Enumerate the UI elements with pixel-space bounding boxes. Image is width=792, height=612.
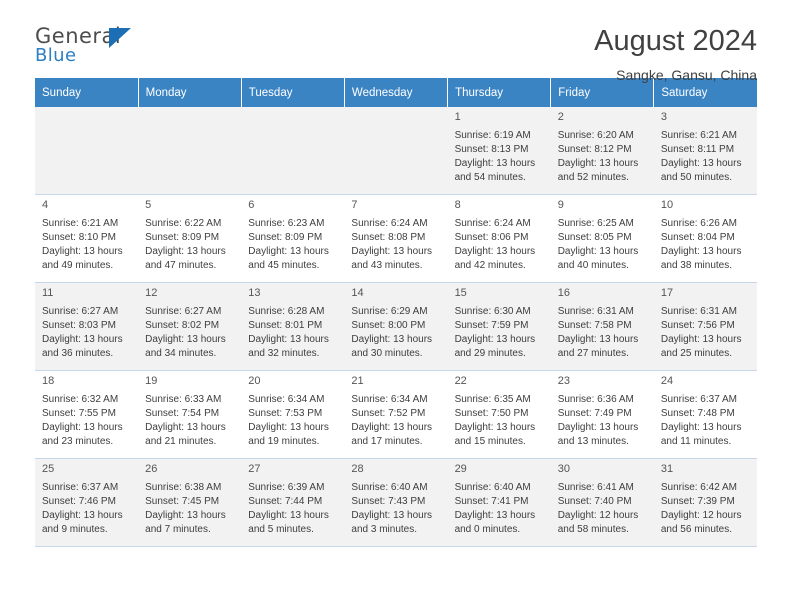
calendar-day-cell[interactable] [551,107,654,195]
weekday-header-wednesday: Wednesday [344,78,447,107]
day-detail-line: Sunset: 7:45 PM [145,495,220,507]
day-detail-line: Sunset: 8:11 PM [660,143,735,155]
day-detail-line: Sunrise: 6:29 AM [351,305,428,317]
day-number: 29 [454,463,467,475]
page-title: August 2024 [594,25,757,57]
day-number: 12 [145,287,158,299]
day-detail-line: and 30 minutes. [351,348,423,360]
day-number: 24 [660,375,674,387]
day-detail-line: Sunset: 7:59 PM [454,319,529,331]
day-detail-line: and 40 minutes. [557,260,629,272]
day-number: 28 [351,463,364,475]
calendar-week-row [35,283,757,371]
calendar-day-cell[interactable] [241,371,344,459]
day-detail-line: Daylight: 13 hours [454,245,536,257]
day-detail-line: and 0 minutes. [454,524,521,536]
calendar-day-cell[interactable] [241,459,344,547]
day-detail-line: Sunrise: 6:30 AM [454,305,531,317]
day-detail-line: and 7 minutes. [145,524,211,536]
day-number: 15 [454,287,467,299]
day-detail-line: Daylight: 13 hours [248,333,329,345]
day-detail-line: Sunrise: 6:21 AM [660,129,737,141]
day-detail-line: Sunset: 7:43 PM [351,495,426,507]
day-detail-line: Sunset: 8:09 PM [248,231,323,243]
day-detail-line: Sunset: 7:58 PM [557,319,632,331]
day-detail-line: Sunrise: 6:32 AM [42,393,119,405]
day-detail-line: Sunrise: 6:26 AM [660,217,737,229]
day-number: 6 [248,199,255,211]
calendar-day-cell[interactable] [138,459,241,547]
calendar-day-cell[interactable] [448,283,551,371]
day-detail-line: Sunrise: 6:37 AM [42,481,119,493]
day-detail-line: Daylight: 13 hours [351,245,433,257]
calendar-day-cell[interactable] [35,195,138,283]
calendar-day-cell[interactable] [35,283,138,371]
day-detail-line: Sunset: 7:54 PM [145,407,220,419]
day-detail-line: Sunset: 7:56 PM [660,319,735,331]
calendar-week-row [35,371,757,459]
day-detail-line: Sunrise: 6:22 AM [145,217,222,229]
day-detail-line: and 52 minutes. [557,172,629,184]
day-number: 31 [660,463,674,475]
day-detail-line: Sunset: 7:55 PM [42,407,116,419]
day-detail-line: and 43 minutes. [351,260,423,272]
day-detail-line: Sunset: 7:40 PM [557,495,632,507]
day-detail-line: Sunrise: 6:42 AM [660,481,737,493]
day-detail-line: Sunset: 7:49 PM [557,407,632,419]
day-detail-line: Sunset: 7:53 PM [248,407,323,419]
day-detail-line: Sunset: 7:52 PM [351,407,426,419]
general-blue-logo [35,26,121,67]
calendar-empty-cell [241,107,344,195]
calendar-day-cell[interactable] [448,371,551,459]
weekday-header-saturday: Saturday [654,78,757,107]
day-detail-line: Sunrise: 6:40 AM [351,481,428,493]
weekday-header-thursday: Thursday [448,78,551,107]
day-detail-line: Sunset: 7:39 PM [660,495,735,507]
day-detail-line: and 36 minutes. [42,348,114,360]
day-detail-line: Sunset: 8:04 PM [660,231,735,243]
day-detail-line: Daylight: 13 hours [660,245,742,257]
day-detail-line: and 9 minutes. [42,524,108,536]
day-detail-line: Sunrise: 6:23 AM [248,217,325,229]
day-detail-line: Daylight: 13 hours [145,509,226,521]
day-detail-line: Sunrise: 6:24 AM [351,217,428,229]
day-detail-line: Sunrise: 6:41 AM [557,481,634,493]
day-detail-line: Daylight: 13 hours [42,245,123,257]
day-detail-line: Sunset: 8:08 PM [351,231,426,243]
day-detail-line: Daylight: 13 hours [660,421,742,433]
day-number: 5 [145,199,152,211]
day-detail-line: Daylight: 12 hours [660,509,742,521]
day-detail-line: Sunrise: 6:25 AM [557,217,634,229]
day-detail-line: and 3 minutes. [351,524,418,536]
day-number: 13 [248,287,261,299]
day-detail-line: and 27 minutes. [557,348,629,360]
day-detail-line: Sunrise: 6:20 AM [557,129,634,141]
calendar-day-cell[interactable] [138,371,241,459]
day-detail-line: Daylight: 13 hours [557,333,639,345]
day-detail-line: Daylight: 13 hours [660,333,742,345]
day-detail-line: Sunrise: 6:24 AM [454,217,531,229]
day-detail-line: Daylight: 12 hours [557,509,639,521]
day-detail-line: Sunset: 8:06 PM [454,231,529,243]
calendar-day-cell[interactable] [654,371,757,459]
calendar-week-row [35,107,757,195]
calendar-day-cell[interactable] [448,459,551,547]
day-detail-line: Daylight: 13 hours [557,157,639,169]
calendar-day-cell[interactable] [654,107,757,195]
logo-text-general: General [35,24,122,48]
page-header [35,0,757,83]
calendar-day-cell[interactable] [654,283,757,371]
day-detail-line: and 49 minutes. [42,260,114,272]
day-detail-line: and 13 minutes. [557,436,629,448]
day-number: 30 [557,463,570,475]
calendar-day-cell[interactable] [344,371,447,459]
day-detail-line: and 38 minutes. [660,260,733,272]
weekday-header-friday: Friday [551,78,654,107]
day-detail-line: Daylight: 13 hours [557,245,639,257]
day-number: 19 [145,375,158,387]
calendar-empty-cell [344,107,447,195]
day-detail-line: and 34 minutes. [145,348,217,360]
day-number: 4 [42,199,49,211]
calendar-day-cell[interactable] [551,283,654,371]
day-detail-line: Daylight: 13 hours [351,421,433,433]
calendar-day-cell[interactable] [551,371,654,459]
day-detail-line: Sunrise: 6:31 AM [557,305,634,317]
calendar-day-cell[interactable] [551,459,654,547]
day-detail-line: and 54 minutes. [454,172,526,184]
day-detail-line: Daylight: 13 hours [145,333,226,345]
day-number: 17 [660,287,674,299]
day-detail-line: and 42 minutes. [454,260,526,272]
day-detail-line: and 47 minutes. [145,260,217,272]
calendar-day-cell[interactable] [654,195,757,283]
day-detail-line: and 58 minutes. [557,524,629,536]
day-number: 21 [351,375,364,387]
day-detail-line: and 11 minutes. [660,436,732,448]
calendar-day-cell[interactable] [344,459,447,547]
day-detail-line: Sunrise: 6:21 AM [42,217,119,229]
weekday-header-monday: Monday [138,78,241,107]
day-detail-line: and 21 minutes. [145,436,217,448]
day-detail-line: and 32 minutes. [248,348,320,360]
day-detail-line: Daylight: 13 hours [557,421,639,433]
day-number: 16 [557,287,570,299]
day-number: 8 [454,199,461,211]
day-detail-line: Daylight: 13 hours [145,245,226,257]
day-detail-line: Sunset: 8:05 PM [557,231,632,243]
day-number: 23 [557,375,570,387]
calendar-empty-cell [35,107,138,195]
calendar-day-cell[interactable] [241,283,344,371]
day-detail-line: Daylight: 13 hours [660,157,742,169]
day-detail-line: Sunset: 8:12 PM [557,143,632,155]
weekday-header-tuesday: Tuesday [241,78,344,107]
calendar-day-cell[interactable] [344,283,447,371]
day-number: 18 [42,375,55,387]
day-number: 2 [557,111,564,123]
calendar-day-cell[interactable] [35,371,138,459]
day-detail-line: Daylight: 13 hours [454,333,536,345]
calendar-day-cell[interactable] [344,195,447,283]
day-detail-line: Sunrise: 6:38 AM [145,481,222,493]
day-detail-line: and 25 minutes. [660,348,733,360]
day-detail-line: Daylight: 13 hours [454,421,536,433]
day-detail-line: Sunrise: 6:27 AM [42,305,119,317]
day-detail-line: Daylight: 13 hours [248,509,329,521]
day-detail-line: Daylight: 13 hours [42,333,123,345]
calendar-day-cell[interactable] [448,107,551,195]
day-detail-line: Sunrise: 6:35 AM [454,393,531,405]
day-detail-line: Sunrise: 6:34 AM [248,393,325,405]
calendar-day-cell[interactable] [138,283,241,371]
day-detail-line: and 45 minutes. [248,260,320,272]
day-number: 9 [557,199,564,211]
calendar-day-cell[interactable] [654,459,757,547]
day-number: 7 [351,199,358,211]
day-detail-line: Sunrise: 6:36 AM [557,393,634,405]
day-detail-line: Daylight: 13 hours [145,421,226,433]
day-detail-line: and 23 minutes. [42,436,114,448]
day-detail-line: Sunrise: 6:19 AM [454,129,531,141]
day-detail-line: Sunrise: 6:40 AM [454,481,531,493]
day-detail-line: and 19 minutes. [248,436,320,448]
day-number: 1 [454,111,461,123]
day-detail-line: Daylight: 13 hours [42,421,123,433]
day-detail-line: Sunset: 7:50 PM [454,407,529,419]
calendar-table [35,78,757,547]
day-number: 20 [248,375,261,387]
calendar-empty-cell [138,107,241,195]
day-detail-line: and 17 minutes. [351,436,423,448]
day-number: 11 [42,287,54,299]
day-number: 10 [660,199,674,211]
calendar-day-cell[interactable] [241,195,344,283]
calendar-week-row [35,195,757,283]
day-detail-line: Sunset: 8:02 PM [145,319,220,331]
day-detail-line: and 15 minutes. [454,436,526,448]
weekday-header-sunday: Sunday [35,78,138,107]
day-number: 27 [248,463,261,475]
day-detail-line: Daylight: 13 hours [351,509,433,521]
day-detail-line: Sunset: 8:09 PM [145,231,220,243]
day-detail-line: Sunrise: 6:31 AM [660,305,737,317]
day-detail-line: Sunrise: 6:33 AM [145,393,222,405]
day-detail-line: Daylight: 13 hours [248,245,329,257]
day-number: 22 [454,375,467,387]
day-number: 25 [42,463,55,475]
calendar-day-cell[interactable] [35,459,138,547]
day-detail-line: and 29 minutes. [454,348,526,360]
day-detail-line: Sunset: 7:46 PM [42,495,116,507]
day-detail-line: Sunset: 7:41 PM [454,495,529,507]
calendar-day-cell[interactable] [448,195,551,283]
day-number: 14 [351,287,364,299]
day-detail-line: and 50 minutes. [660,172,733,184]
day-detail-line: Sunset: 8:03 PM [42,319,116,331]
title-block [594,26,757,83]
page-subtitle: Sangke, Gansu, China [616,66,757,83]
day-detail-line: Daylight: 13 hours [454,509,536,521]
calendar-day-cell[interactable] [551,195,654,283]
flag-icon [109,28,131,48]
day-detail-line: Sunset: 7:48 PM [660,407,735,419]
day-detail-line: Sunrise: 6:39 AM [248,481,325,493]
day-detail-line: Sunrise: 6:34 AM [351,393,428,405]
logo-row-blue: Blue [35,47,121,67]
day-number: 3 [660,111,667,123]
day-detail-line: Daylight: 13 hours [351,333,433,345]
day-detail-line: Sunset: 7:44 PM [248,495,323,507]
day-detail-line: Sunrise: 6:27 AM [145,305,222,317]
day-detail-line: Sunset: 8:00 PM [351,319,426,331]
calendar-day-cell[interactable] [138,195,241,283]
day-detail-line: Sunset: 8:10 PM [42,231,116,243]
day-detail-line: Daylight: 13 hours [42,509,123,521]
day-detail-line: Sunset: 8:13 PM [454,143,529,155]
day-detail-line: and 5 minutes. [248,524,314,536]
day-detail-line: Daylight: 13 hours [248,421,329,433]
day-detail-line: Daylight: 13 hours [454,157,536,169]
calendar-body [35,107,757,547]
calendar-week-row [35,459,757,547]
day-detail-line: and 56 minutes. [660,524,733,536]
day-detail-line: Sunrise: 6:37 AM [660,393,737,405]
day-detail-line: Sunset: 8:01 PM [248,319,323,331]
day-number: 26 [145,463,158,475]
day-detail-line: Sunrise: 6:28 AM [248,305,325,317]
